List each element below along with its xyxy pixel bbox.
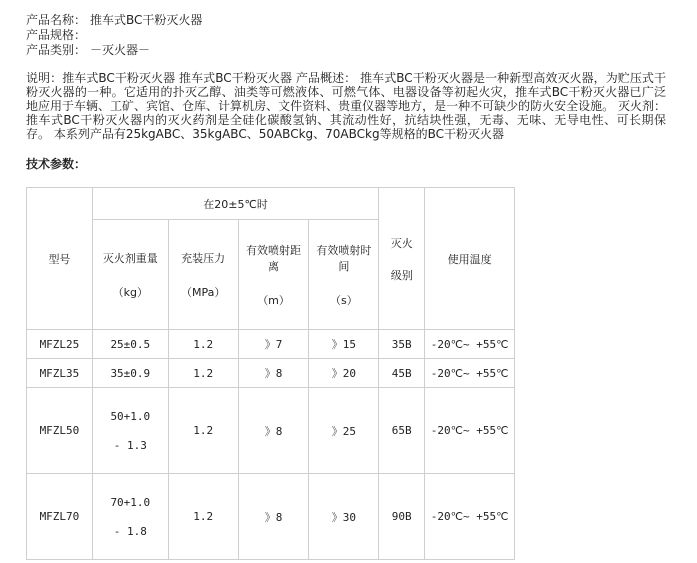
cell-pressure: 1.2: [168, 330, 238, 359]
product-description: 说明：推车式BC干粉灭火器 推车式BC干粉灭火器 产品概述： 推车式BC干粉灭火器是一种新型高效灭火器，为贮压式干粉灭火器的一种。它适用的扑灭乙醇、油类等可燃液体、可燃气体、电器设备等初起火灾，推车式BC干粉灭火器已广泛地应用于车辆、工矿、宾馆、仓库、计算机房、文件资料、贵重仪器等地方，是一种不可缺少的防火安全设施。 灭火剂： 推车式BC干粉灭火器内的灭火药剂是全硅化碳酸氢钠、其流动性好，抗结块性强，无毒、无味、无导电性、可长期保存。 本系列产品有25kgABC、35kgABC、50ABCkg、70ABCkg等规格的BC干粉灭火器: [26, 71, 666, 141]
header-range: [238, 220, 309, 330]
cell-rating: 35B: [379, 330, 425, 359]
product-category-row: [26, 43, 202, 58]
product-name-label: 产品名称：: [26, 13, 87, 27]
header-pressure-unit: （MPa）: [180, 285, 226, 299]
cell-temp: -20℃~ +55℃: [425, 388, 515, 474]
product-meta: [26, 13, 202, 58]
header-group: 在20±5℃时: [92, 188, 378, 220]
product-spec-value: [86, 28, 90, 43]
cell-pressure: 1.2: [168, 474, 238, 560]
table-row: [27, 330, 515, 359]
cell-time: 》20: [309, 359, 379, 388]
header-rating-l1: 灭火: [390, 236, 413, 250]
cell-model: MFZL50: [27, 388, 93, 474]
cell-temp: -20℃~ +55℃: [425, 330, 515, 359]
header-time-l2: 间: [338, 259, 350, 273]
product-spec-row: [26, 28, 202, 43]
tech-params-title: 技术参数：: [26, 157, 87, 171]
header-model: 型号: [27, 188, 93, 330]
header-range-unit: （m）: [257, 293, 290, 307]
product-spec-label: 产品规格：: [26, 28, 87, 42]
header-agent-weight-label: 灭火剂重量: [102, 251, 158, 265]
cell-range: 》8: [238, 359, 309, 388]
cell-time: 》30: [309, 474, 379, 560]
cell-pressure: 1.2: [168, 359, 238, 388]
cell-weight: 35±0.9: [92, 359, 168, 388]
cell-weight-l2: - 1.3: [113, 438, 147, 452]
cell-range: 》8: [238, 388, 309, 474]
cell-weight-l1: 70+1.0: [110, 495, 151, 509]
table-row: [27, 474, 515, 560]
product-category-label: 产品类别：: [26, 43, 87, 57]
product-name-value: 推车式BC干粉灭火器: [90, 13, 203, 27]
header-rating: [379, 188, 425, 330]
cell-weight-l2: - 1.8: [113, 524, 147, 538]
cell-rating: 65B: [379, 388, 425, 474]
cell-pressure: 1.2: [168, 388, 238, 474]
cell-temp: -20℃~ +55℃: [425, 359, 515, 388]
cell-range: 》8: [238, 474, 309, 560]
cell-model: MFZL35: [27, 359, 93, 388]
header-time: [309, 220, 379, 330]
product-name-row: [26, 13, 202, 28]
header-pressure-label: 充装压力: [181, 251, 226, 265]
table-row: [27, 388, 515, 474]
header-range-l1: 有效喷射距: [246, 243, 302, 257]
cell-weight: [92, 474, 168, 560]
cell-time: 》15: [309, 330, 379, 359]
cell-time: 》25: [309, 388, 379, 474]
header-pressure: [168, 220, 238, 330]
cell-model: MFZL25: [27, 330, 93, 359]
table-row: [27, 359, 515, 388]
cell-weight-l1: 50+1.0: [110, 409, 151, 423]
cell-temp: -20℃~ +55℃: [425, 474, 515, 560]
header-temp: 使用温度: [425, 188, 515, 330]
cell-rating: 90B: [379, 474, 425, 560]
header-time-unit: （s）: [330, 293, 358, 307]
header-agent-unit: （kg）: [112, 285, 148, 299]
cell-rating: 45B: [379, 359, 425, 388]
header-row-1: [27, 188, 515, 220]
cell-range: 》7: [238, 330, 309, 359]
header-range-l2: 离: [268, 259, 280, 273]
cell-weight: [92, 388, 168, 474]
cell-model: MFZL70: [27, 474, 93, 560]
header-agent-weight: [92, 220, 168, 330]
product-category-value: －灭火器－: [90, 43, 151, 57]
cell-weight: 25±0.5: [92, 330, 168, 359]
header-rating-l2: 级别: [390, 268, 413, 282]
tech-params-table: [26, 187, 515, 560]
header-time-l1: 有效喷射时: [316, 243, 372, 257]
